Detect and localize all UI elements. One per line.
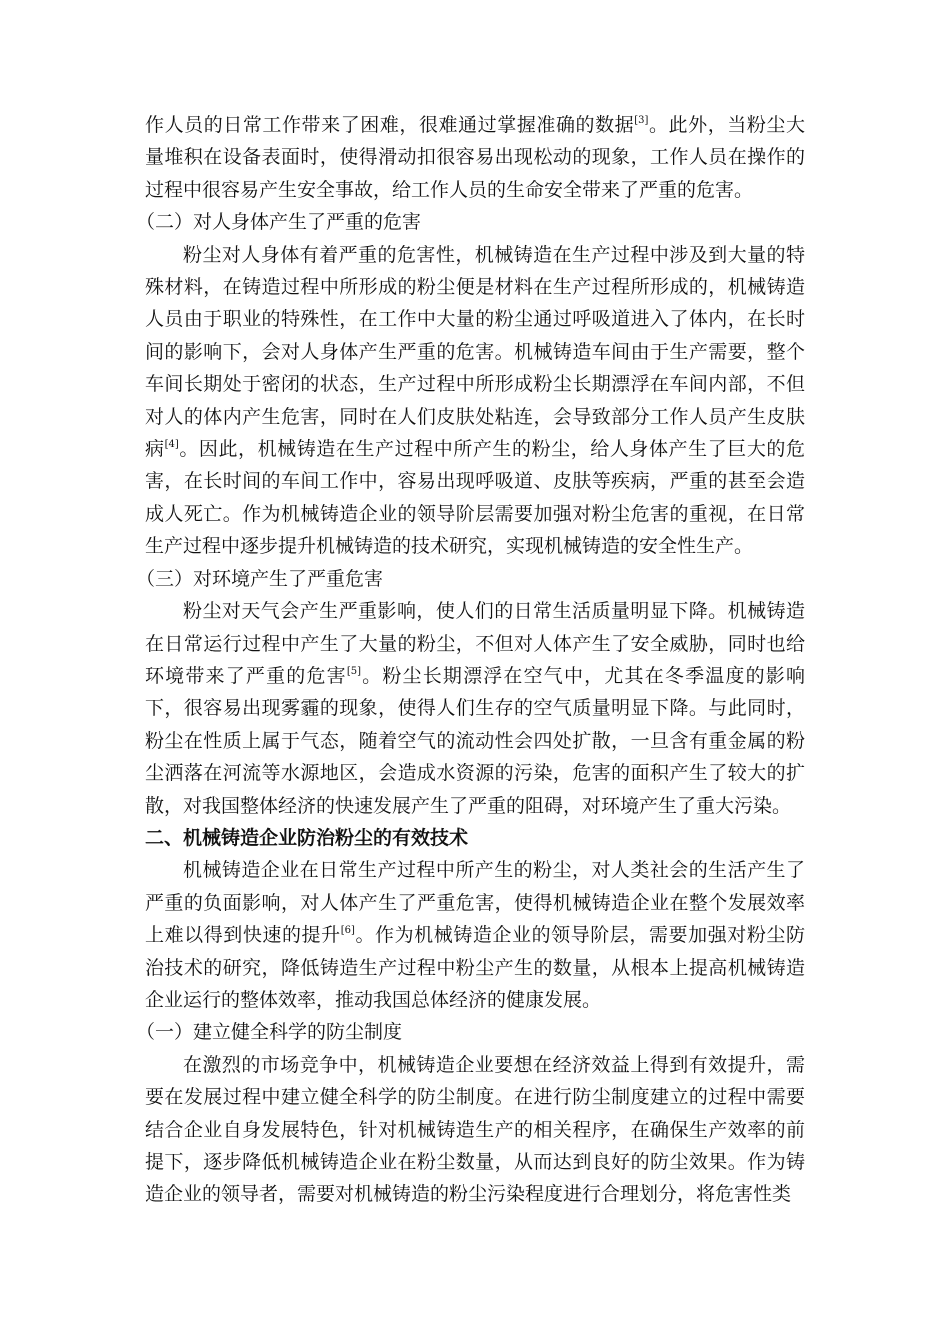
body-paragraph — [145, 109, 805, 206]
body-paragraph — [145, 854, 805, 1016]
body-paragraph — [145, 1049, 805, 1211]
citation-marker: [4] — [164, 439, 179, 451]
paragraph-text: 机械铸造企业在日常生产过程中所产生的粉尘，对人类社会的生活产生了严重的负面影响，对人体产生了严重危害，使得机械铸造企业在整个发展效率上难以得到快速的提升 — [145, 859, 805, 947]
subsection-heading: （三）对环境产生了严重危害 — [136, 567, 384, 590]
paragraph-text: 。此外，当粉尘大量堆积在设备表面时，使得滑动扣很容易出现松动的现象，工作人员在操作的过程中很容易产生安全事故，给工作人员的生命安全带来了严重的危害。 — [145, 114, 805, 201]
document-page — [136, 109, 805, 1211]
paragraph-text: 粉尘对天气会产生严重影响，使人们的日常生活质量明显下降。机械铸造在日常运行过程中产生了大量的粉尘，不但对人体产生了安全威胁，同时也给环境带来了严重的危害 — [145, 600, 805, 687]
citation-marker: [5] — [346, 665, 361, 677]
paragraph-text: 。作为机械铸造企业的领导阶层，需要加强对粉尘防治技术的研究，降低铸造生产过程中粉尘产生的数量，从根本上提高机械铸造企业运行的整体效率，推动我国总体经济的健康发展。 — [145, 924, 805, 1011]
body-paragraph — [145, 595, 805, 822]
paragraph-text: 。粉尘长期漂浮在空气中，尤其在冬季温度的影响下，很容易出现雾霾的现象，使得人们生存的空气质量明显下降。与此同时，粉尘在性质上属于气态，随着空气的流动性会四处扩散，一旦含有重金属的粉尘洒落在河流等水源地区，会造成水资源的污染，危害的面积产生了较大的扩散，对我国整体经济的快速发展产生了严重的阻碍，对环境产生了重大污染。 — [145, 664, 805, 817]
citation-marker: [6] — [340, 925, 355, 937]
paragraph-text: 作人员的日常工作带来了困难，很难通过掌握准确的数据 — [145, 114, 635, 136]
paragraph-text: 在激烈的市场竞争中，机械铸造企业要想在经济效益上得到有效提升，需要在发展过程中建立健全科学的防尘制度。在进行防尘制度建立的过程中需要结合企业自身发展特色，针对机械铸造生产的相关程序，在确保生产效率的前提下，逐步降低机械铸造企业在粉尘数量，从而达到良好的防尘效果。作为铸造企业的领导者，需要对机械铸造的粉尘污染程度进行合理划分，将危害性类 — [145, 1053, 805, 1206]
section-heading: 二、机械铸造企业防治粉尘的有效技术 — [145, 826, 469, 849]
subsection-heading: （一）建立健全科学的防尘制度 — [136, 1021, 403, 1044]
subsection-heading: （二）对人身体产生了严重的危害 — [136, 211, 422, 234]
citation-marker: [3] — [634, 115, 649, 126]
body-paragraph — [145, 239, 805, 563]
paragraph-text: 。因此，机械铸造在生产过程中所产生的粉尘，给人身体产生了巨大的危害，在长时间的车间工作中，容易出现呼吸道、皮肤等疾病，严重的甚至会造成人死亡。作为机械铸造企业的领导阶层需要加强对粉尘危害的重视，在日常生产过程中逐步提升机械铸造的技术研究，实现机械铸造的安全性生产。 — [145, 438, 805, 558]
paragraph-text: 粉尘对人身体有着严重的危害性，机械铸造在生产过程中涉及到大量的特殊材料，在铸造过程中所形成的粉尘便是材料在生产过程所形成的，机械铸造人员由于职业的特殊性，在工作中大量的粉尘通过呼吸道进入了体内，在长时间的影响下，会对人身体产生严重的危害。机械铸造车间由于生产需要，整个车间长期处于密闭的状态，生产过程中所形成粉尘长期漂浮在车间内部，不但对人的体内产生危害，同时在人们皮肤处粘连，会导致部分工作人员产生皮肤病 — [145, 243, 805, 461]
